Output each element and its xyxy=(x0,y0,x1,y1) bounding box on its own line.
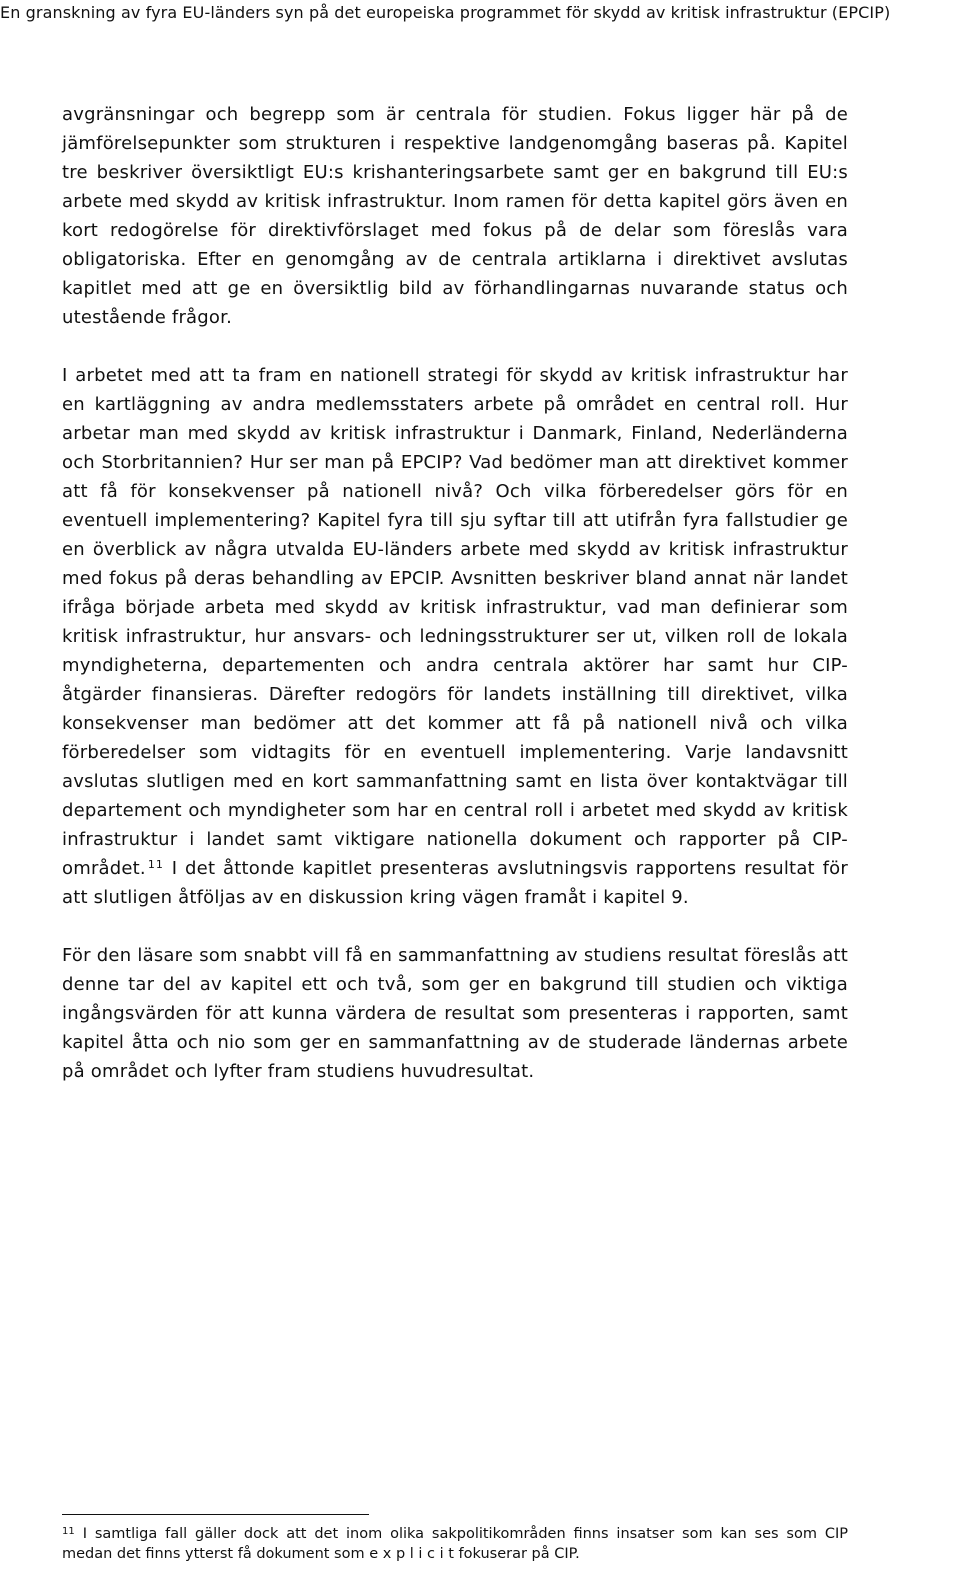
paragraph-2 xyxy=(62,361,848,912)
paragraph-3: För den läsare som snabbt vill få en sammanfattning av studiens resultat föreslås att denne tar del av kapitel ett och två, som ger en bakgrund till studien och viktiga ingångsvärden för att kunna värdera de resultat som presenteras i rapporten, samt kapitel åtta och nio som ger en sammanfattning av de studerade ländernas arbete på området och lyfter fram studiens huvudresultat. xyxy=(62,945,848,1082)
footnote-text: I samtliga fall gäller dock att det inom olika sakpolitikområden finns insatser som kan ses som CIP medan det finns ytterst få dokument som e x p l i c i t fokuserar på CIP. xyxy=(62,1526,848,1562)
body-text xyxy=(62,100,848,1115)
footnote-reference[interactable]: 11 xyxy=(147,858,164,871)
footnote-divider xyxy=(62,1514,369,1515)
footnote xyxy=(62,1524,848,1564)
running-header: En granskning av fyra EU-länders syn på det europeiska programmet för skydd av kritisk infrastruktur (EPCIP) xyxy=(0,3,891,22)
paragraph-2-text: I arbetet med att ta fram en nationell strategi för skydd av kritisk infrastruktur har en kartläggning av andra medlemsstaters arbete på området en central roll. Hur arbetar man med skydd av kritisk infrastruktur i Danmark, Finland, Nederländerna och Storbritannien? Hur ser man på EPCIP? Vad bedömer man att direktivet kommer att få för konsekvenser på nationell nivå? Och vilka förberedelser görs för en eventuell implementering? Kapitel fyra till sju syftar till att utifrån fyra fallstudier ge en överblick av några utvalda EU-länders arbete med skydd av kritisk infrastruktur med fokus på deras behandling av EPCIP. Avsnitten beskriver bland annat när landet ifråga började arbeta med skydd av kritisk infrastruktur, vad man definierar som kritisk infrastruktur, hur ansvars- och ledningsstrukturer ser ut, vilken roll de lokala myndigheterna, departementen och andra centrala aktörer har samt hur CIP-åtgärder finansieras. Därefter redogörs för landets inställning till direktivet, vilka konsekvenser man bedömer att det kommer att få på nationell nivå och vilka förberedelser som vidtagits för en eventuell implementering. Varje landavsnitt avslutas slutligen med en kort sammanfattning samt en lista över kontaktvägar till departement och myndigheter som har en central roll i arbetet med skydd av kritisk infrastruktur i landet samt viktigare nationella dokument och rapporter på CIP-området. xyxy=(62,365,848,879)
paragraph-2-text-continued: I det åttonde kapitlet presenteras avslutningsvis rapportens resultat för att slutligen åtföljas av en diskussion kring vägen framåt i kapitel 9. xyxy=(62,858,848,908)
footnote-number: 11 xyxy=(62,1526,75,1537)
paragraph-1: avgränsningar och begrepp som är centrala för studien. Fokus ligger här på de jämförelsepunkter som strukturen i respektive landgenomgång baseras på. Kapitel tre beskriver översiktligt EU:s krishanteringsarbete samt ger en bakgrund till EU:s arbete med skydd av kritisk infrastruktur. Inom ramen för detta kapitel görs även en kort redogörelse för direktivförslaget med fokus på de delar som föreslås vara obligatoriska. Efter en genomgång av de centrala artiklarna i direktivet avslutas kapitlet med att ge en översiktlig bild av förhandlingarnas nuvarande status och utestående frågor. xyxy=(62,104,848,328)
